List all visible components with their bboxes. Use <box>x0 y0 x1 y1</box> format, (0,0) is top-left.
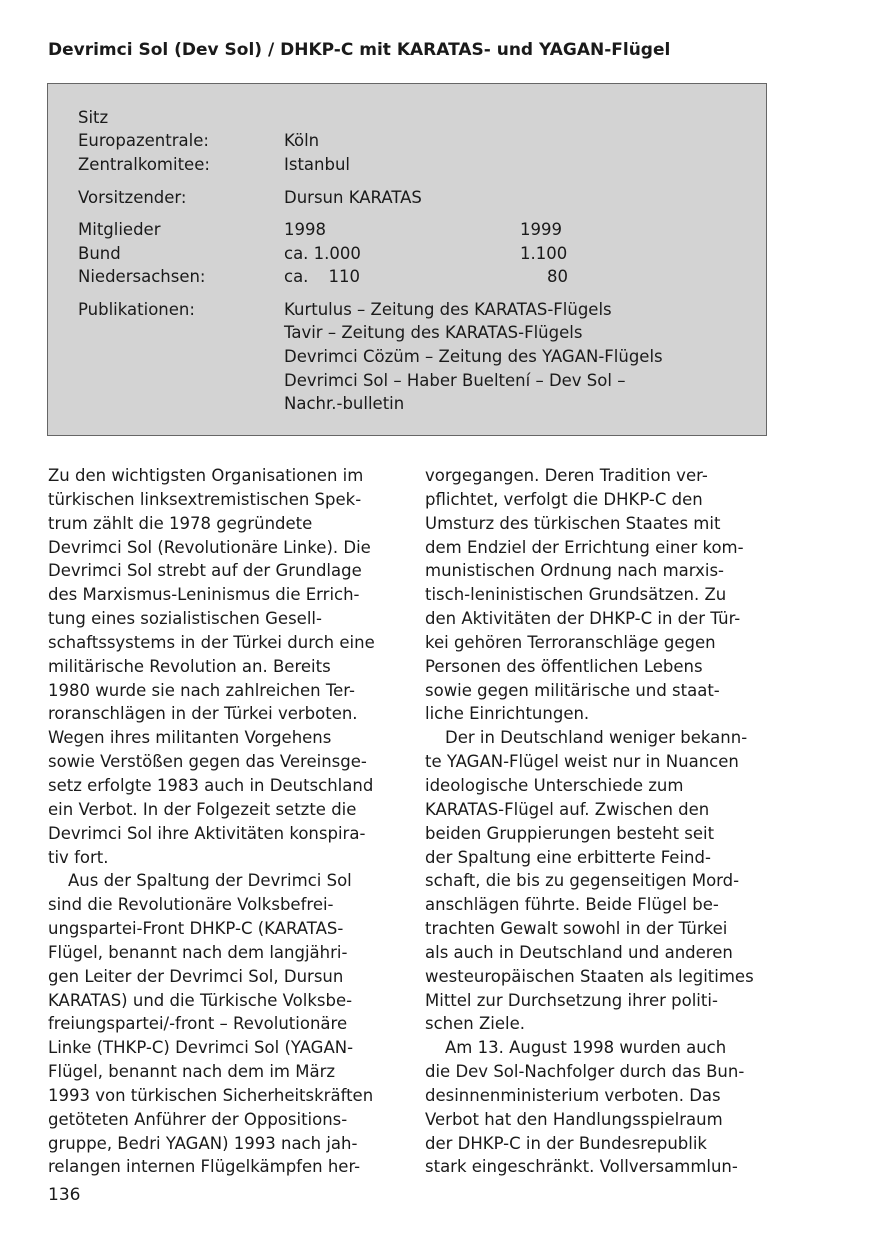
info-box <box>47 83 767 436</box>
zentralkomitee-label: Zentralkomitee: <box>78 155 210 174</box>
text-line: kei gehören Terroranschläge gegen <box>425 632 716 652</box>
publication-item: Devrimci Cözüm – Zeitung des YAGAN-Flügels <box>284 347 663 366</box>
text-line: te YAGAN-Flügel weist nur in Nuancen <box>425 752 739 772</box>
body-column-right <box>425 464 770 1179</box>
text-line: dem Endziel der Errichtung einer kom- <box>425 537 744 557</box>
text-line: setz erfolgte 1983 auch in Deutschland <box>48 775 374 795</box>
text-line: schen Ziele. <box>425 1014 525 1034</box>
text-line: beiden Gruppierungen besteht seit <box>425 823 715 843</box>
text-line: westeuropäischen Staaten als legitimes <box>425 966 754 986</box>
text-line: sowie gegen militärische und staat- <box>425 680 720 700</box>
bund-1998: ca. 1.000 <box>284 244 361 263</box>
publication-item: Kurtulus – Zeitung des KARATAS-Flügels <box>284 300 612 319</box>
text-line: der Spaltung eine erbitterte Feind- <box>425 847 711 867</box>
text-line: schaft, die bis zu gegenseitigen Mord- <box>425 871 740 891</box>
text-line: desinnenministerium verboten. Das <box>425 1085 721 1105</box>
text-line: getöteten Anführer der Oppositions- <box>48 1109 348 1129</box>
text-line: ein Verbot. In der Folgezeit setzte die <box>48 799 357 819</box>
mitglieder-label: Mitglieder <box>78 220 161 239</box>
text-line: türkischen linksextremistischen Spek- <box>48 489 362 509</box>
text-line: KARATAS) und die Türkische Volksbe- <box>48 990 353 1010</box>
text-line: gen Leiter der Devrimci Sol, Dursun <box>48 966 344 986</box>
bund-1999: 1.100 <box>520 244 568 263</box>
text-line: Linke (THKP-C) Devrimci Sol (YAGAN- <box>48 1038 354 1058</box>
text-line: vorgegangen. Deren Tradition ver- <box>425 466 708 485</box>
text-line: des Marxismus-Leninismus die Errich- <box>48 585 360 605</box>
text-line: tung eines sozialistischen Gesell- <box>48 609 322 629</box>
text-line: munistischen Ordnung nach marxis- <box>425 561 725 581</box>
page-title: Devrimci Sol (Dev Sol) / DHKP-C mit KARATAS- und YAGAN-Flügel <box>48 40 671 60</box>
text-line: anschlägen führte. Beide Flügel be- <box>425 895 719 915</box>
vorsitzender-value: Dursun KARATAS <box>284 188 422 207</box>
niedersachsen-1999: 80 <box>547 267 568 286</box>
text-line: Der in Deutschland weniger bekann- <box>445 728 748 748</box>
text-line: liche Einrichtungen. <box>425 704 590 724</box>
sitz-label: Sitz <box>78 108 109 127</box>
europazentrale-label: Europazentrale: <box>78 131 209 150</box>
text-line: gruppe, Bedri YAGAN) 1993 nach jah- <box>48 1133 358 1153</box>
text-line: Aus der Spaltung der Devrimci Sol <box>68 871 352 891</box>
vorsitzender-label: Vorsitzender: <box>78 188 187 207</box>
niedersachsen-1998-prefix: ca. <box>284 267 309 286</box>
text-line: 1993 von türkischen Sicherheitskräften <box>48 1085 374 1105</box>
year-1998: 1998 <box>284 220 326 239</box>
text-line: Personen des öffentlichen Lebens <box>425 656 703 676</box>
text-line: Flügel, benannt nach dem im März <box>48 1062 336 1082</box>
page-number: 136 <box>48 1185 81 1205</box>
year-1999: 1999 <box>520 220 562 239</box>
text-line: als auch in Deutschland und anderen <box>425 942 733 962</box>
text-line: Devrimci Sol strebt auf der Grundlage <box>48 561 362 581</box>
text-line: 1980 wurde sie nach zahlreichen Ter- <box>48 680 355 700</box>
text-line: die Dev Sol-Nachfolger durch das Bun- <box>425 1062 745 1082</box>
publication-item: Tavir – Zeitung des KARATAS-Flügels <box>284 323 583 342</box>
text-line: trum zählt die 1978 gegründete <box>48 513 313 533</box>
text-line: KARATAS-Flügel auf. Zwischen den <box>425 799 710 819</box>
text-line: Wegen ihres militanten Vorgehens <box>48 728 332 748</box>
publication-item: Devrimci Sol – Haber Bueltení – Dev Sol – <box>284 371 626 390</box>
publikationen-label: Publikationen: <box>78 300 195 319</box>
text-line: tiv fort. <box>48 847 109 867</box>
text-line: trachten Gewalt sowohl in der Türkei <box>425 919 728 939</box>
text-line: tisch-leninistischen Grundsätzen. Zu <box>425 585 727 605</box>
text-line: Verbot hat den Handlungsspielraum <box>425 1109 723 1129</box>
text-line: stark eingeschränkt. Vollversammlun- <box>425 1157 738 1177</box>
text-line: den Aktivitäten der DHKP-C in der Tür- <box>425 609 741 629</box>
text-line: militärische Revolution an. Bereits <box>48 656 331 676</box>
text-line: sowie Verstößen gegen das Vereinsge- <box>48 752 367 772</box>
text-line: ungspartei-Front DHKP-C (KARATAS- <box>48 919 344 939</box>
niedersachsen-label: Niedersachsen: <box>78 267 206 286</box>
text-line: pflichtet, verfolgt die DHKP-C den <box>425 489 703 509</box>
text-line: schaftssystems in der Türkei durch eine <box>48 632 375 652</box>
text-line: ideologische Unterschiede zum <box>425 775 684 795</box>
text-line: Devrimci Sol ihre Aktivitäten konspira- <box>48 823 366 843</box>
text-line: sind die Revolutionäre Volksbefrei- <box>48 895 334 915</box>
text-line: der DHKP-C in der Bundesrepublik <box>425 1133 707 1153</box>
text-line: Flügel, benannt nach dem langjähri- <box>48 942 348 962</box>
text-line: relangen internen Flügelkämpfen her- <box>48 1157 361 1177</box>
zentralkomitee-value: Istanbul <box>284 155 351 174</box>
body-column-left <box>48 464 393 1179</box>
text-line: Zu den wichtigsten Organisationen im <box>48 466 364 485</box>
text-line: Mittel zur Durchsetzung ihrer politi- <box>425 990 718 1010</box>
europazentrale-value: Köln <box>284 131 320 150</box>
text-line: roranschlägen in der Türkei verboten. <box>48 704 358 724</box>
text-line: Am 13. August 1998 wurden auch <box>445 1038 727 1058</box>
text-line: freiungspartei/-front – Revolutionäre <box>48 1014 348 1034</box>
bund-label: Bund <box>78 244 121 263</box>
text-line: Devrimci Sol (Revolutionäre Linke). Die <box>48 537 371 557</box>
publication-item: Nachr.-bulletin <box>284 394 405 413</box>
niedersachsen-1998: 110 <box>328 267 360 286</box>
text-line: Umsturz des türkischen Staates mit <box>425 513 721 533</box>
